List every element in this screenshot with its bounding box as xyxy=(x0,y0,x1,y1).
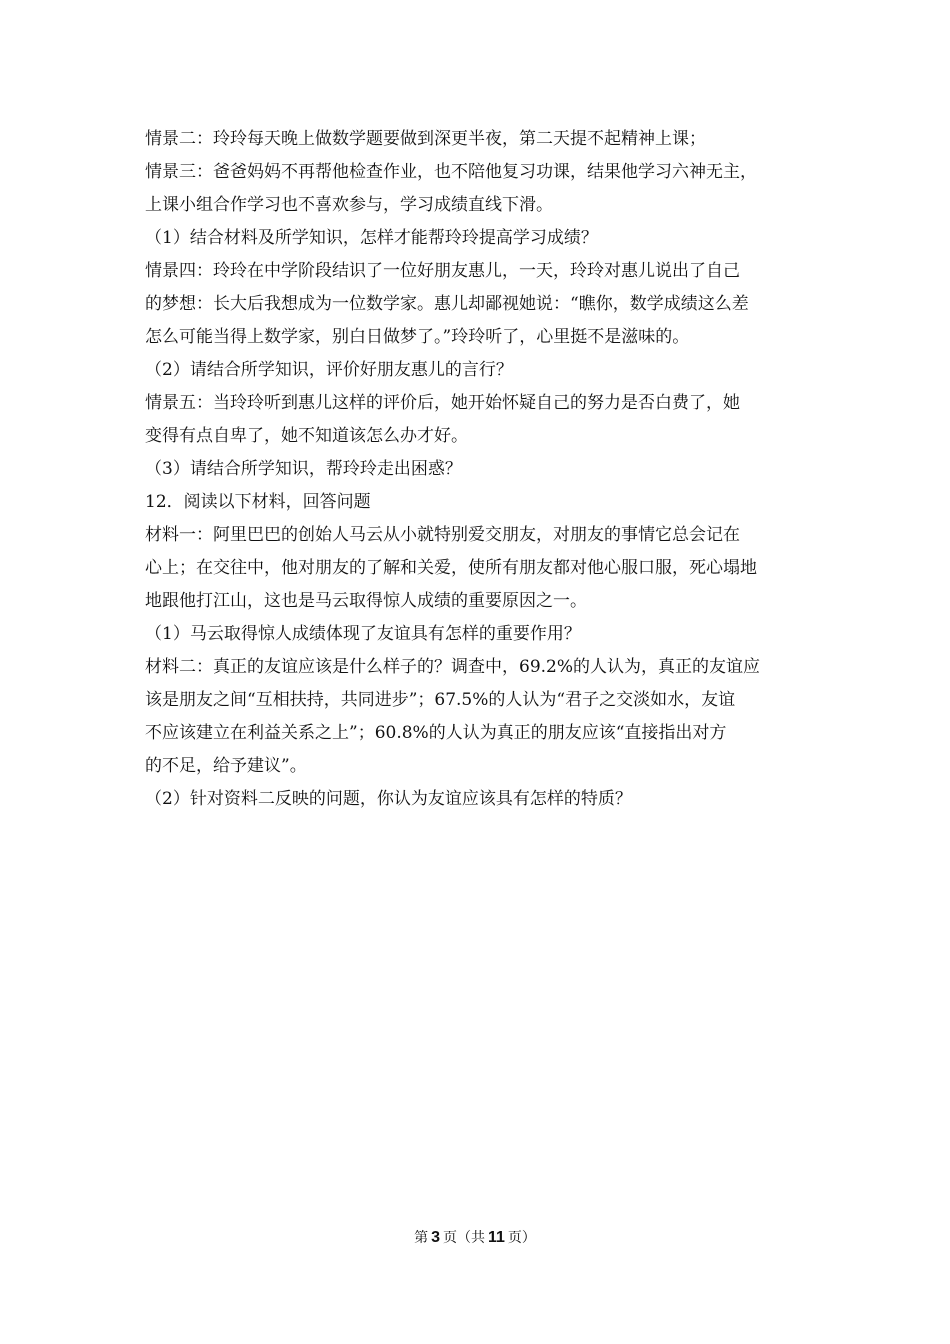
footer-suffix: 页） xyxy=(507,1230,536,1246)
text-line: 心上；在交往中，他对朋友的了解和关爱，使所有朋友都对他心服口服，死心塌地 xyxy=(145,558,757,578)
question-line: （3）请结合所学知识，帮玲玲走出困惑？ xyxy=(145,459,462,479)
text-line: 情景二：玲玲每天晚上做数学题要做到深更半夜，第二天提不起精神上课； xyxy=(145,129,706,149)
question-line: （1）马云取得惊人成绩体现了友谊具有怎样的重要作用？ xyxy=(145,624,581,644)
document-body xyxy=(145,123,809,816)
footer-middle: 页（共 xyxy=(442,1230,485,1246)
text-line: 情景四：玲玲在中学阶段结识了一位好朋友惠儿，一天，玲玲对惠儿说出了自己 xyxy=(145,261,740,281)
text-line: 的不足，给予建议”。 xyxy=(145,756,307,776)
text-line: 不应该建立在利益关系之上”；60.8%的人认为真正的朋友应该“直接指出对方 xyxy=(145,723,727,743)
text-line: 地跟他打江山，这也是马云取得惊人成绩的重要原因之一。 xyxy=(145,591,587,611)
text-line: 材料一：阿里巴巴的创始人马云从小就特别爱交朋友，对朋友的事情它总会记在 xyxy=(145,525,740,545)
text-line: 的梦想：长大后我想成为一位数学家。惠儿却鄙视她说：“瞧你，数学成绩这么差 xyxy=(145,294,749,314)
page-footer xyxy=(0,1228,950,1248)
text-line: 情景五：当玲玲听到惠儿这样的评价后，她开始怀疑自己的努力是否白费了，她 xyxy=(145,393,740,413)
text-line: 怎么可能当得上数学家，别白日做梦了。”玲玲听了，心里挺不是滋味的。 xyxy=(145,327,690,347)
footer-prefix: 第 xyxy=(414,1230,429,1246)
question-line: （2）针对资料二反映的问题，你认为友谊应该具有怎样的特质？ xyxy=(145,789,632,809)
text-line: 情景三：爸爸妈妈不再帮他检查作业，也不陪他复习功课，结果他学习六神无主， xyxy=(145,162,757,182)
page-number: 3 xyxy=(431,1229,440,1246)
text-line: 变得有点自卑了，她不知道该怎么办才好。 xyxy=(145,426,468,446)
text-line: 材料二：真正的友谊应该是什么样子的？调查中，69.2%的人认为，真正的友谊应 xyxy=(145,657,761,677)
text-line: 该是朋友之间“互相扶持，共同进步”；67.5%的人认为“君子之交淡如水，友谊 xyxy=(145,690,736,710)
question-line: （1）结合材料及所学知识，怎样才能帮玲玲提高学习成绩？ xyxy=(145,228,598,248)
question-heading: 12．阅读以下材料，回答问题 xyxy=(145,492,371,512)
total-pages: 11 xyxy=(487,1229,505,1246)
text-line: 上课小组合作学习也不喜欢参与，学习成绩直线下滑。 xyxy=(145,195,553,215)
question-line: （2）请结合所学知识，评价好朋友惠儿的言行？ xyxy=(145,360,513,380)
